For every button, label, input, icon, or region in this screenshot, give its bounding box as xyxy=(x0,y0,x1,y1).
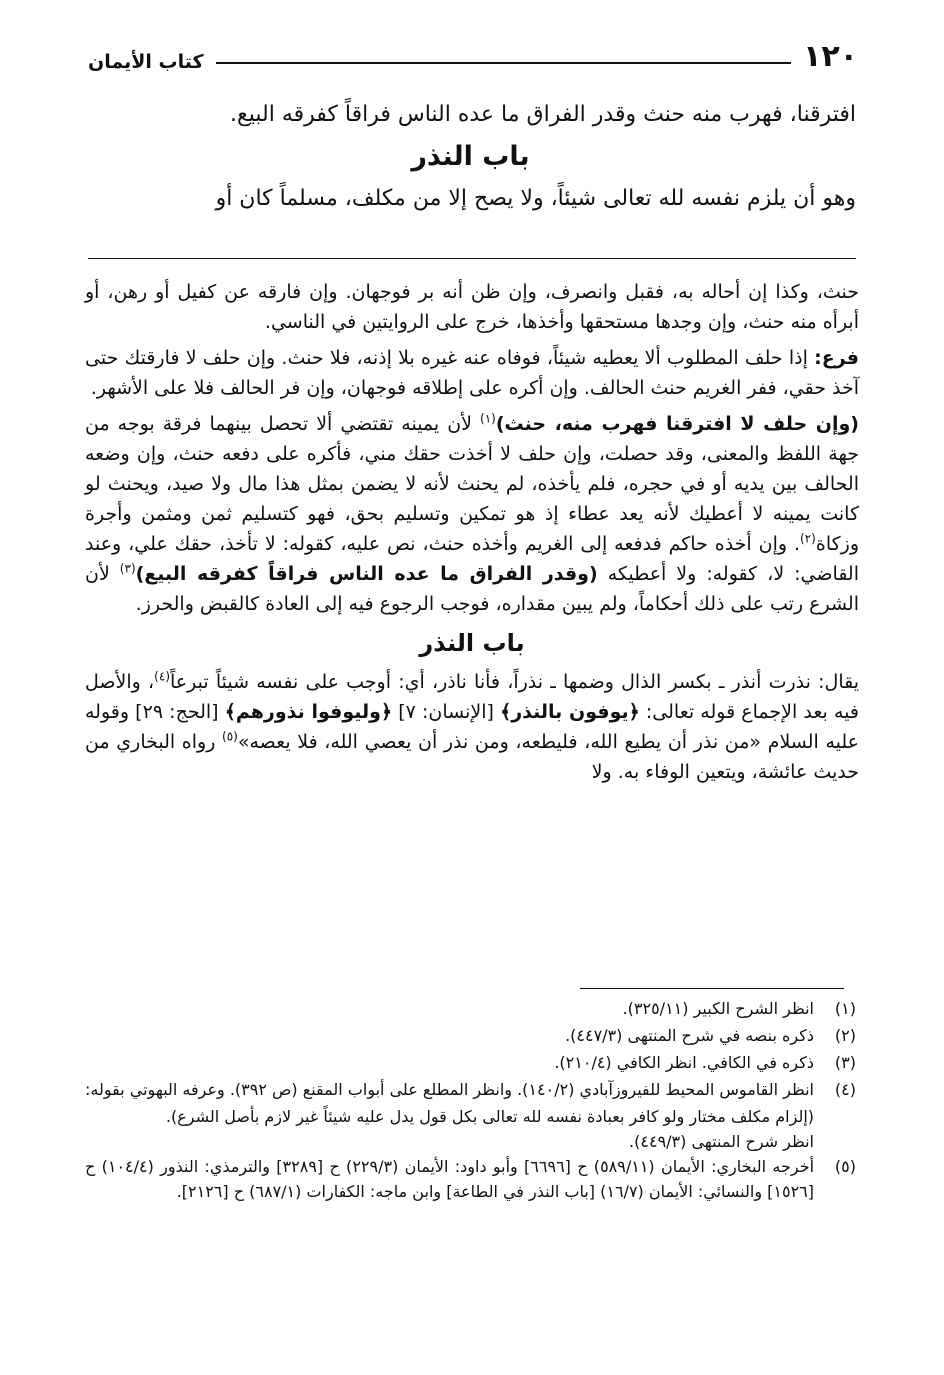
footnote-text: ذكره في الكافي. انظر الكافي (٢١٠/٤). xyxy=(554,1053,814,1072)
commentary-text: إذا حلف المطلوب ألا يعطيه شيئاً، فوفاه عنه غيره بلا إذنه، فلا حنث. وإن حلف لا فارقتك حتى آخذ حقي، ففر الغريم حنث الحالف. وإن أكره على إطلاقه فوجهان، وإن فر الحالف فلا على الأشهر. xyxy=(85,347,859,399)
footnote-ref[interactable]: (٥) xyxy=(222,729,238,744)
page-number: ١٢٠ xyxy=(803,39,858,74)
footnote xyxy=(85,1050,856,1075)
matn-separator xyxy=(88,258,856,259)
commentary-text: رواه البخاري من حديث عائشة، ويتعين الوفاء به. ولا xyxy=(85,731,859,783)
commentary-paragraph xyxy=(85,667,859,787)
footnote xyxy=(85,1154,856,1204)
commentary-text: لأن الشرع رتب على ذلك أحكاماً، ولم يبين مقداره، فوجب الرجوع فيه إلى العادة كالقبض والحرز. xyxy=(85,563,859,615)
footnote-number: (٣) xyxy=(834,1053,856,1072)
running-header xyxy=(88,36,858,72)
header-rule xyxy=(216,62,792,64)
footnote-ref[interactable]: (٤) xyxy=(154,669,170,684)
chapter-heading: باب النذر xyxy=(411,141,530,172)
quran-verse: ﴿يوفون بالنذر﴾ xyxy=(500,701,640,723)
commentary-text: يقال: نذرت أنذر ـ بكسر الذال وضمها ـ نذراً، فأنا ناذر، أي: أوجب على نفسه شيئاً تبرعاً xyxy=(170,671,860,693)
footnote xyxy=(85,1077,856,1102)
footnote-separator xyxy=(580,988,844,989)
footnote-ref[interactable]: (٢) xyxy=(800,531,816,546)
book-title: كتاب الأيمان xyxy=(88,51,204,73)
footnote-text: انظر القاموس المحيط للفيروزآبادي (١٤٠/٢). وانظر المطلع على أبواب المقنع (ص ٣٩٢). وعرفه البهوتي بقوله: xyxy=(85,1080,814,1099)
footnote-number: (١) xyxy=(834,999,856,1018)
matn-quote: (وقدر الفراق ما عده الناس فراقاً كفرقه البيع) xyxy=(135,563,598,585)
commentary-paragraph: حنث، وكذا إن أحاله به، فقبل وانصرف، وإن ظن أنه بر فوجهان. وإن فارقه عن كفيل أو رهن، أو أبرأه منه حنث، وإن وجدها مستحقها وأخذها، خرج على الروايتين في الناسي. xyxy=(85,281,859,333)
chapter-heading: باب النذر xyxy=(419,629,525,657)
footnote-number: (٤) xyxy=(834,1080,856,1099)
footnote-continuation: انظر شرح المنتهى (٤٤٩/٣). xyxy=(629,1132,814,1151)
footnote-text: أخرجه البخاري: الأيمان (٥٨٩/١١) ح [٦٦٩٦] وأبو داود: الأيمان (٢٢٩/٣) ح [٣٢٨٩] والترمذي: النذور (١٠٤/٤) ح [١٥٢٦] والنسائي: الأيمان (١٦/٧) [باب النذر في الطاعة] وابن ماجه: الكفارات (٦٨٧/١) ح [٢١٢٦]. xyxy=(85,1157,815,1201)
footnote xyxy=(85,1023,856,1048)
branch-label: فرع: xyxy=(814,347,859,369)
sharh-commentary xyxy=(85,277,859,787)
commentary-text: [الحج: ٢٩] وقوله عليه السلام «من نذر أن يطيع الله، فليطعه، ومن نذر أن يعصي الله، فلا يعصه» xyxy=(85,701,859,753)
commentary-text: لأن يمينه تقتضي ألا تحصل بينهما فرقة بوجه من جهة اللفظ والمعنى، وقد حصلت، وإن حلف لا أخذت حقك مني، فأكره على دفعه حنث، وإن وضعه الحالف بين يديه أو في حجره، فلم يأخذه، لم يحنث لأنه لا يضمن بمثل هذا مال ولا صيد، ويحنث لو كانت يمينه لا أعطيك لأنه يعد عطاء إذ هو تمكين وتسليم بحق، فهو كتسليم ثمن ومثمن وأجرة وزكاة xyxy=(85,413,859,555)
footnote-ref[interactable]: (١) xyxy=(480,411,496,426)
commentary-paragraph xyxy=(85,343,859,403)
commentary-text: [الإنسان: ٧] xyxy=(392,701,501,723)
footnotes xyxy=(85,996,856,1206)
footnote-ref[interactable]: (٣) xyxy=(119,561,136,576)
commentary-text: . وإن أخذه حاكم فدفعه إلى الغريم وأخذه حنث، نص عليه، كقوله: لا تأخذ، حقك علي، وعند القاضي: لا، كقوله: ولا أعطيكه xyxy=(85,533,859,585)
commentary-paragraph xyxy=(85,409,859,619)
matn-quote: (وإن حلف لا افترقنا فهرب منه، حنث) xyxy=(495,413,859,435)
footnote-number: (٥) xyxy=(834,1157,856,1176)
footnote xyxy=(85,996,856,1021)
matn-line: افترقنا، فهرب منه حنث وقدر الفراق ما عده الناس فراقاً كفرقه البيع. xyxy=(230,102,856,127)
footnote-text: ذكره بنصه في شرح المنتهى (٤٤٧/٣). xyxy=(565,1026,814,1045)
matn-line: وهو أن يلزم نفسه لله تعالى شيئاً، ولا يصح إلا من مكلف، مسلماً كان أو xyxy=(215,186,856,211)
footnote-number: (٢) xyxy=(834,1026,856,1045)
footnote-text: انظر الشرح الكبير (٣٢٥/١١). xyxy=(622,999,814,1018)
quran-verse: ﴿وليوفوا نذورهم﴾ xyxy=(224,701,393,723)
matn-text xyxy=(85,95,856,219)
commentary-text: ، والأصل فيه بعد الإجماع قوله تعالى: xyxy=(85,671,859,723)
footnote-continuation: (إلزام مكلف مختار ولو كافر بعبادة نفسه لله تعالى بكل قول يدل عليه شيئاً غير لازم بأصل الشرع). xyxy=(165,1107,814,1126)
